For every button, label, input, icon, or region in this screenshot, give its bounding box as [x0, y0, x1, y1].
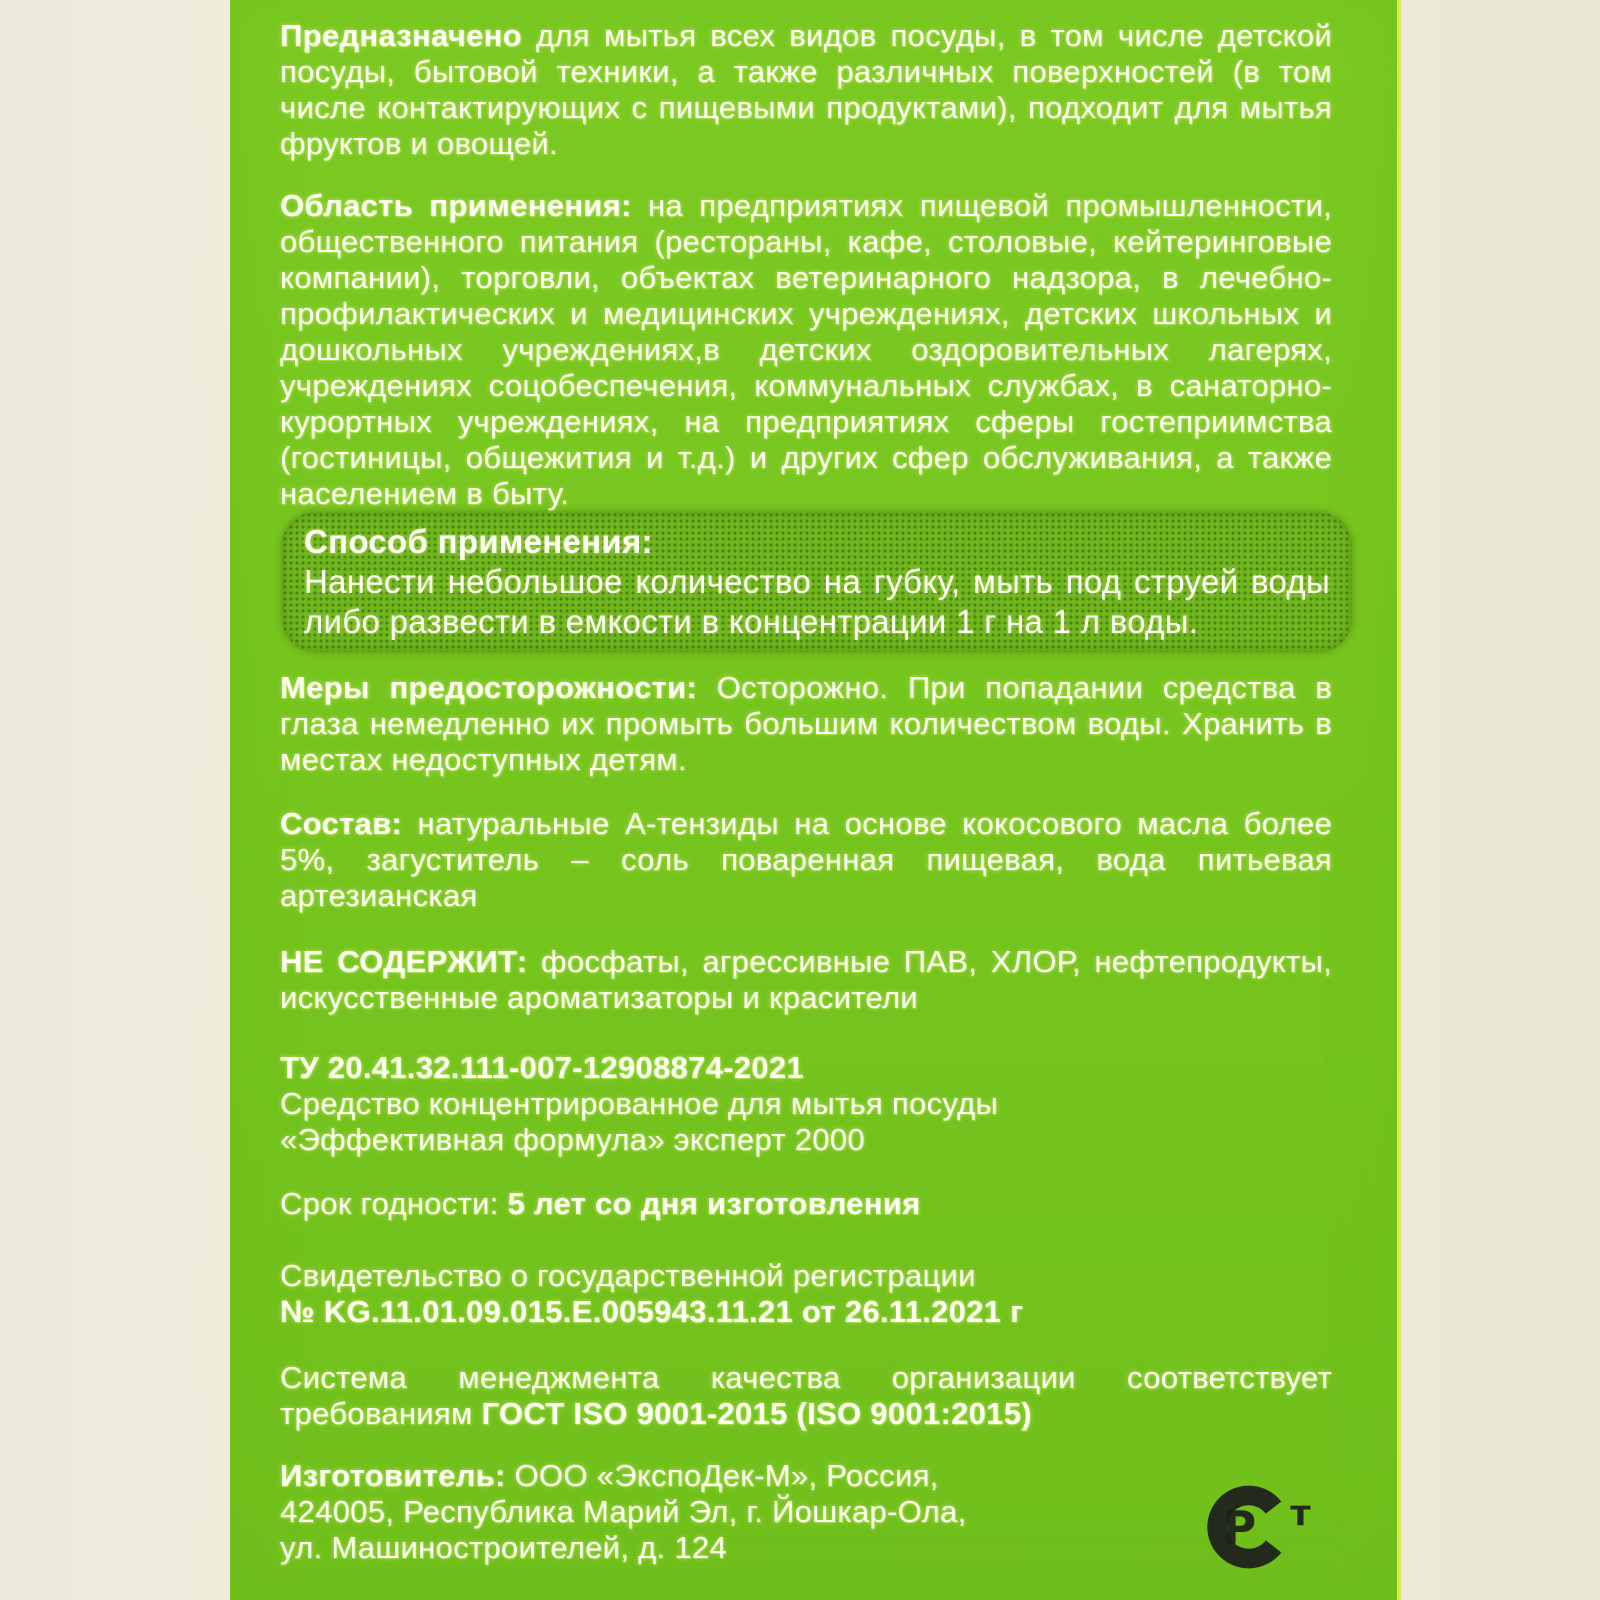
- manufacturer-name: ООО «ЭкспоДек-М», Россия,: [514, 1458, 939, 1493]
- shelf-life-prefix: Срок годности:: [280, 1186, 499, 1221]
- application-area-text: [280, 188, 1332, 512]
- precautions-text: [280, 670, 1332, 778]
- rst-t-glyph: т: [1290, 1492, 1311, 1534]
- manufacturer-heading: Изготовитель:: [280, 1458, 506, 1493]
- product-description: Средство концентрированное для мытья посуды: [280, 1086, 999, 1121]
- free-from-heading: НЕ СОДЕРЖИТ:: [280, 944, 528, 979]
- composition-body: натуральные А-тензиды на основе кокосового масла более 5%, загуститель – соль поваренная пищевая, вода питьевая артезианская: [280, 806, 1333, 913]
- manufacturer-address-1: 424005, Республика Марий Эл, г. Йошкар-Ола,: [280, 1494, 967, 1529]
- tu-number: ТУ 20.41.32.111-007-12908874-2021: [280, 1050, 804, 1085]
- shelf-life-value: 5 лет со дня изготовления: [507, 1186, 921, 1221]
- shelf-life-text: [280, 1186, 1332, 1222]
- rst-p-glyph: Р: [1222, 1501, 1257, 1555]
- usage-instructions-body: Нанести небольшое количество на губку, мыть под струей воды либо развести в емкости в концентрации 1 г на 1 л воды.: [304, 563, 1330, 640]
- free-from-text: [280, 944, 1332, 1016]
- rst-certification-mark: [1197, 1480, 1317, 1574]
- purpose-body: для мытья всех видов посуды, в том числе детской посуды, бытовой техники, а также различных поверхностей (в том числе контактирующих с пищевыми продуктами), подходит для мытья фруктов и овощей.: [280, 18, 1332, 161]
- purpose-heading: Предназначено: [280, 18, 522, 53]
- certificate-number: № KG.11.01.09.015.E.005943.11.21 от 26.11.2021 г: [280, 1294, 1024, 1329]
- precautions-body: Осторожно. При попадании средства в глаза немедленно их промыть большим количеством воды. Хранить в местах недоступных детям.: [280, 670, 1332, 777]
- manufacturer-address-2: ул. Машиностроителей, д. 124: [280, 1530, 727, 1565]
- usage-instructions-box: [282, 512, 1352, 652]
- registration-certificate-text: [280, 1258, 1332, 1330]
- qms-text: [280, 1360, 1332, 1432]
- precautions-heading: Меры предосторожности:: [280, 670, 697, 705]
- tu-block: [280, 1050, 1332, 1158]
- qms-body: Система менеджмента качества организации соответствует требованиям: [280, 1360, 1332, 1431]
- application-area-heading: Область применения:: [280, 188, 632, 223]
- certificate-title: Свидетельство о государственной регистрации: [280, 1258, 976, 1293]
- qms-standard: ГОСТ ISO 9001-2015 (ISO 9001:2015): [481, 1396, 1032, 1431]
- composition-text: [280, 806, 1332, 914]
- free-from-body: фосфаты, агрессивные ПАВ, ХЛОР, нефтепродукты, искусственные ароматизаторы и красители: [280, 944, 1332, 1015]
- product-name: «Эффективная формула» эксперт 2000: [280, 1122, 865, 1157]
- composition-heading: Состав:: [280, 806, 403, 841]
- usage-instructions-heading: Способ применения:: [304, 523, 653, 560]
- manufacturer-text: [280, 1458, 1332, 1566]
- purpose-text: [280, 18, 1332, 162]
- application-area-body: на предприятиях пищевой промышленности, общественного питания (рестораны, кафе, столовые, кейтеринговые компании), торговли, объектах ветеринарного надзора, в лечебно-профилактических и медицинских учреждениях, детских школьных и дошкольных учреждениях,в детских оздоровительных лагерях, учреждениях соцобеспечения, коммунальных службах, в санаторно-курортных учреждениях, на предприятиях сферы гостеприимства (гостиницы, общежития и т.д.) и других сфер обслуживания, а также населением в быту.: [280, 188, 1332, 511]
- green-label-panel: [230, 0, 1401, 1600]
